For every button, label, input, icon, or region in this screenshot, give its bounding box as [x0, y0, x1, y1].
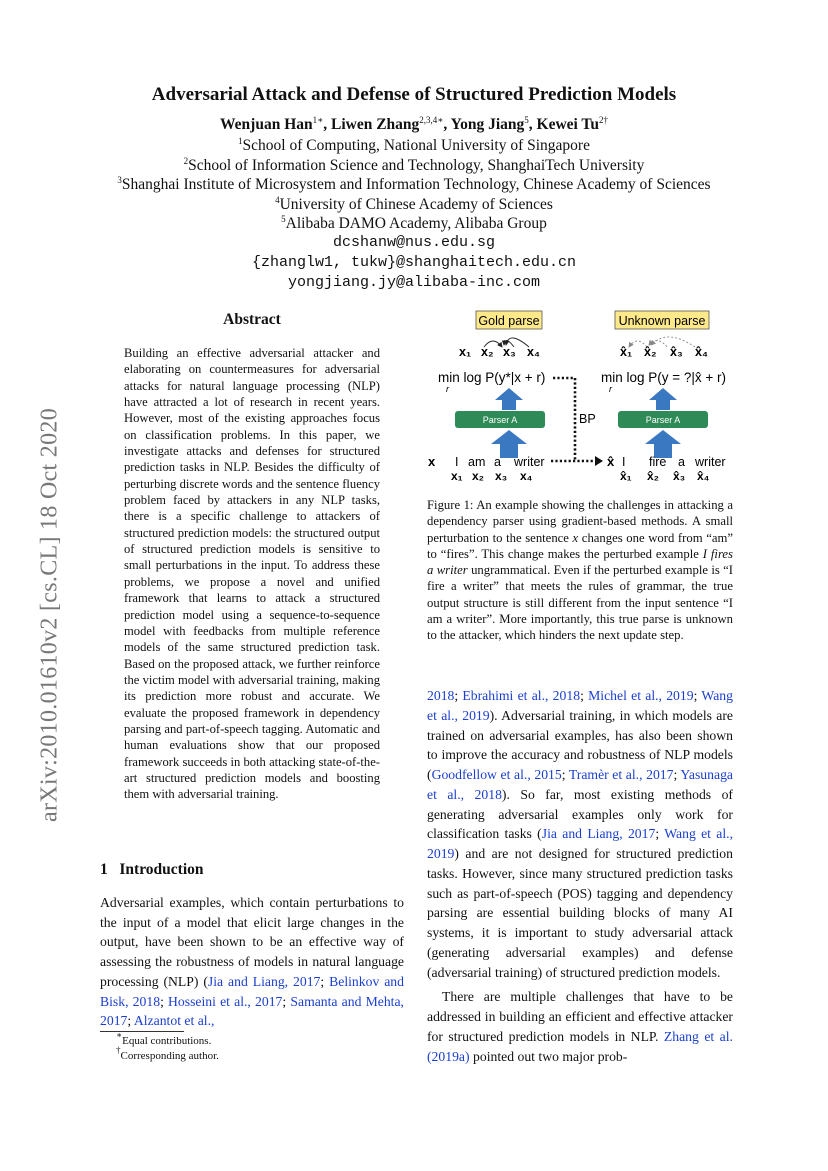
- unknown-loss-formula: min log P(y = ?|x̂ + r): [601, 370, 727, 385]
- citation-link[interactable]: Yasunaga et al., 2018: [427, 767, 733, 802]
- left-word-2: am: [468, 455, 486, 469]
- x-symbol: x: [428, 454, 436, 469]
- abstract-heading: Abstract: [223, 311, 281, 328]
- right-paragraph-2: There are multiple challenges that have to be addressed in building an efficient and effective attacker for structured prediction models in NLP. Zhang et al. (2019a) pointed out two major prob-: [427, 989, 733, 1064]
- unknown-formula-sub: r: [609, 384, 612, 394]
- affiliation-line: $^4$University of Chinese Academy of Sciences: [275, 194, 553, 213]
- unknown-parse-label: Unknown parse: [618, 314, 706, 328]
- section-heading-introduction: 1 Introduction: [100, 861, 204, 878]
- right-upper-arrow: [649, 388, 677, 410]
- figure-1-caption: Figure 1: An example showing the challenges in attacking a dependency parser using gradient-based methods. A small perturbation to the sentence x changes one word from “am” to “fires”. This change makes the perturbed example I fires a writer ungrammatical. Even if the perturbed example is “I fire a writer” that meets the rules of grammar, the true output structure is still different from the input sentence “I am a writer”. More importantly, this true parse is unknown to the attacker, which hinders the next update step.: [427, 498, 733, 643]
- gold-token-3: x₃: [503, 345, 516, 359]
- affiliation-line: $^2$School of Information Science and Technology, ShanghaiTech University: [183, 155, 645, 174]
- right-word-3: a: [678, 455, 685, 469]
- right-parser-label: Parser A: [645, 415, 681, 425]
- unknown-token-4: x̂₄: [695, 345, 708, 359]
- arxiv-stamp: arXiv:2010.01610v2 [cs.CL] 18 Oct 2020: [36, 407, 63, 823]
- right-lower-arrow: [645, 430, 681, 458]
- right-sub-token-4: x̂₄: [697, 469, 710, 483]
- right-word-1: I: [622, 455, 626, 469]
- left-word-4: writer: [514, 455, 545, 469]
- abstract-text: Building an effective adversarial attacker and elaborating on countermeasures for adversarial attacks for natural language processing (NLP) have attracted a lot of research in recent years. However, most of the existing approaches focus on classification problems. In this paper, we investigate attacks and defenses for structured prediction tasks in NLP. Besides the difficulty of perturbing discrete words and the sentence fluency problem faced by attackers in any NLP tasks, there is a specific challenge to attackers of structured prediction models: the structured output of structured prediction models is sensitive to small perturbations in the input. To address these problems, we propose a novel and unified framework that learns to attack a structured prediction model using a sequence-to-sequence model with feedbacks from multiple reference models of the same structured prediction task. Based on the proposed attack, we further reinforce the victim model with adversarial training, making its prediction more robust and accurate. We evaluate the proposed framework in dependency parsing and part-of-speech tagging. Automatic and human evaluations show that our proposed framework succeeds in both attacking state-of-the-art structured prediction models and boosting them with adversarial training.: [124, 346, 380, 802]
- citation-link[interactable]: Samanta and Mehta, 2017: [100, 993, 404, 1029]
- citation-link[interactable]: Hosseini et al., 2017: [168, 993, 283, 1009]
- left-sub-token-2: x₂: [472, 469, 485, 483]
- bp-label: BP: [579, 412, 596, 426]
- author-name: Wenjuan Han: [220, 116, 313, 133]
- left-lower-arrow: [491, 430, 527, 458]
- email-1: dcshanw@nus.edu.sg: [332, 234, 496, 251]
- citation-link[interactable]: Goodfellow et al., 2015: [431, 767, 562, 782]
- footnote-corresponding-author: †Corresponding author.: [116, 1045, 219, 1062]
- gold-token-1: x₁: [459, 345, 472, 359]
- citation-link[interactable]: Ebrahimi et al., 2018: [462, 688, 581, 703]
- email-3: yongjiang.jy@alibaba-inc.com: [287, 274, 541, 291]
- author-list: Wenjuan Han$^{1∗}$, Liwen Zhang$^{2,3,4∗}$, Yong Jiang$^5$, Kewei $Tu^{2\dagger}$: [220, 115, 608, 133]
- left-parser-label: Parser A: [482, 415, 518, 425]
- xhat-symbol: x̂: [607, 454, 615, 469]
- affiliation-line: $^1$School of Computing, National University of Singapore: [238, 136, 590, 154]
- backprop-arrowhead: [595, 456, 603, 466]
- right-word-4: writer: [695, 455, 726, 469]
- gold-formula-sub: r: [446, 384, 449, 394]
- unknown-token-3: x̂₃: [670, 345, 683, 359]
- right-sub-token-3: x̂₃: [673, 469, 686, 483]
- footnote-rule: [100, 1031, 184, 1032]
- left-sub-token-4: x₄: [520, 469, 533, 483]
- citation-link[interactable]: Wang et al., 2019: [427, 688, 733, 723]
- figure-1: [427, 310, 737, 485]
- citation-link[interactable]: Jia and Liang, 2017: [541, 826, 656, 842]
- author-name: Kewei Tu: [536, 116, 599, 133]
- author-name: Liwen Zhang: [331, 116, 420, 133]
- unknown-token-2: x̂₂: [644, 345, 657, 359]
- right-column-text: [427, 686, 733, 1066]
- citation-link[interactable]: Alzantot et al.,: [133, 1013, 215, 1029]
- right-sub-token-1: x̂₁: [620, 469, 632, 483]
- left-word-3: a: [494, 455, 501, 469]
- email-2: {zhanglw1, tukw}@shanghaitech.edu.cn: [251, 254, 577, 271]
- right-paragraph-1: 2018; Ebrahimi et al., 2018; Michel et al., 2019; Wang et al., 2019). Adversarial training, in which models are trained on adversarial examples, has also been shown to improve the accuracy and robustness of NLP models (Goodfellow et al., 2015; Tramèr et al., 2017; Yasunaga et al., 2018). So far, most existing methods of generating adversarial examples only work for classification tasks (Jia and Liang, 2017; Wang et al., 2019) and are not designed for structured prediction tasks. However, since many structured prediction tasks such as part-of-speech (POS) tagging and dependency parsing are essential building blocks of many AI systems, it is important to study adversarial attack (generating adversarial examples) and defense (adversarial training) of structured prediction models.: [427, 688, 733, 980]
- citation-link[interactable]: Zhang et al. (2019a): [427, 1028, 733, 1064]
- gold-token-4: x₄: [527, 345, 540, 359]
- introduction-paragraph: Adversarial examples, which contain perturbations to the input of a model that elicit large changes in the output, have been shown to be an effective way of assessing the robustness of models in natural language processing (NLP) (Jia and Liang, 2017; Belinkov and Bisk, 2018; Hosseini et al., 2017; Samanta and Mehta, 2017; Alzantot et al.,: [100, 895, 404, 1029]
- unknown-dependency-arcs: [629, 337, 695, 347]
- left-word-1: I: [455, 455, 459, 469]
- right-word-2: fire: [649, 455, 667, 469]
- left-upper-arrow: [495, 388, 523, 410]
- left-sub-token-1: x₁: [451, 469, 463, 483]
- citation-link[interactable]: Wang et al., 2019: [427, 826, 733, 861]
- right-sub-token-2: x̂₂: [647, 469, 660, 483]
- left-sub-token-3: x₃: [495, 469, 508, 483]
- citation-link[interactable]: Michel et al., 2019: [588, 688, 694, 703]
- gold-parse-label: Gold parse: [478, 314, 540, 328]
- affiliation-line: $^5$Alibaba DAMO Academy, Alibaba Group: [281, 214, 547, 233]
- affiliation-line: $^3$Shanghai Institute of Microsystem and Information Technology, Chinese Academy of Sciences: [117, 175, 711, 194]
- gold-token-2: x₂: [481, 345, 494, 359]
- citation-link[interactable]: Belinkov and Bisk, 2018: [100, 973, 404, 1009]
- citation-link[interactable]: 2018: [427, 688, 455, 703]
- footnote-equal-contribution: ∗Equal contributions.: [116, 1030, 212, 1047]
- author-name: Yong Jiang: [450, 116, 525, 133]
- paper-title: Adversarial Attack and Defense of Structured Prediction Models: [151, 84, 677, 105]
- citation-link[interactable]: Jia and Liang, 2017: [207, 973, 321, 989]
- gold-loss-formula: min log P(y*|x + r): [438, 370, 546, 385]
- citation-link[interactable]: Tramèr et al., 2017: [568, 767, 674, 782]
- unknown-token-1: x̂₁: [620, 345, 633, 359]
